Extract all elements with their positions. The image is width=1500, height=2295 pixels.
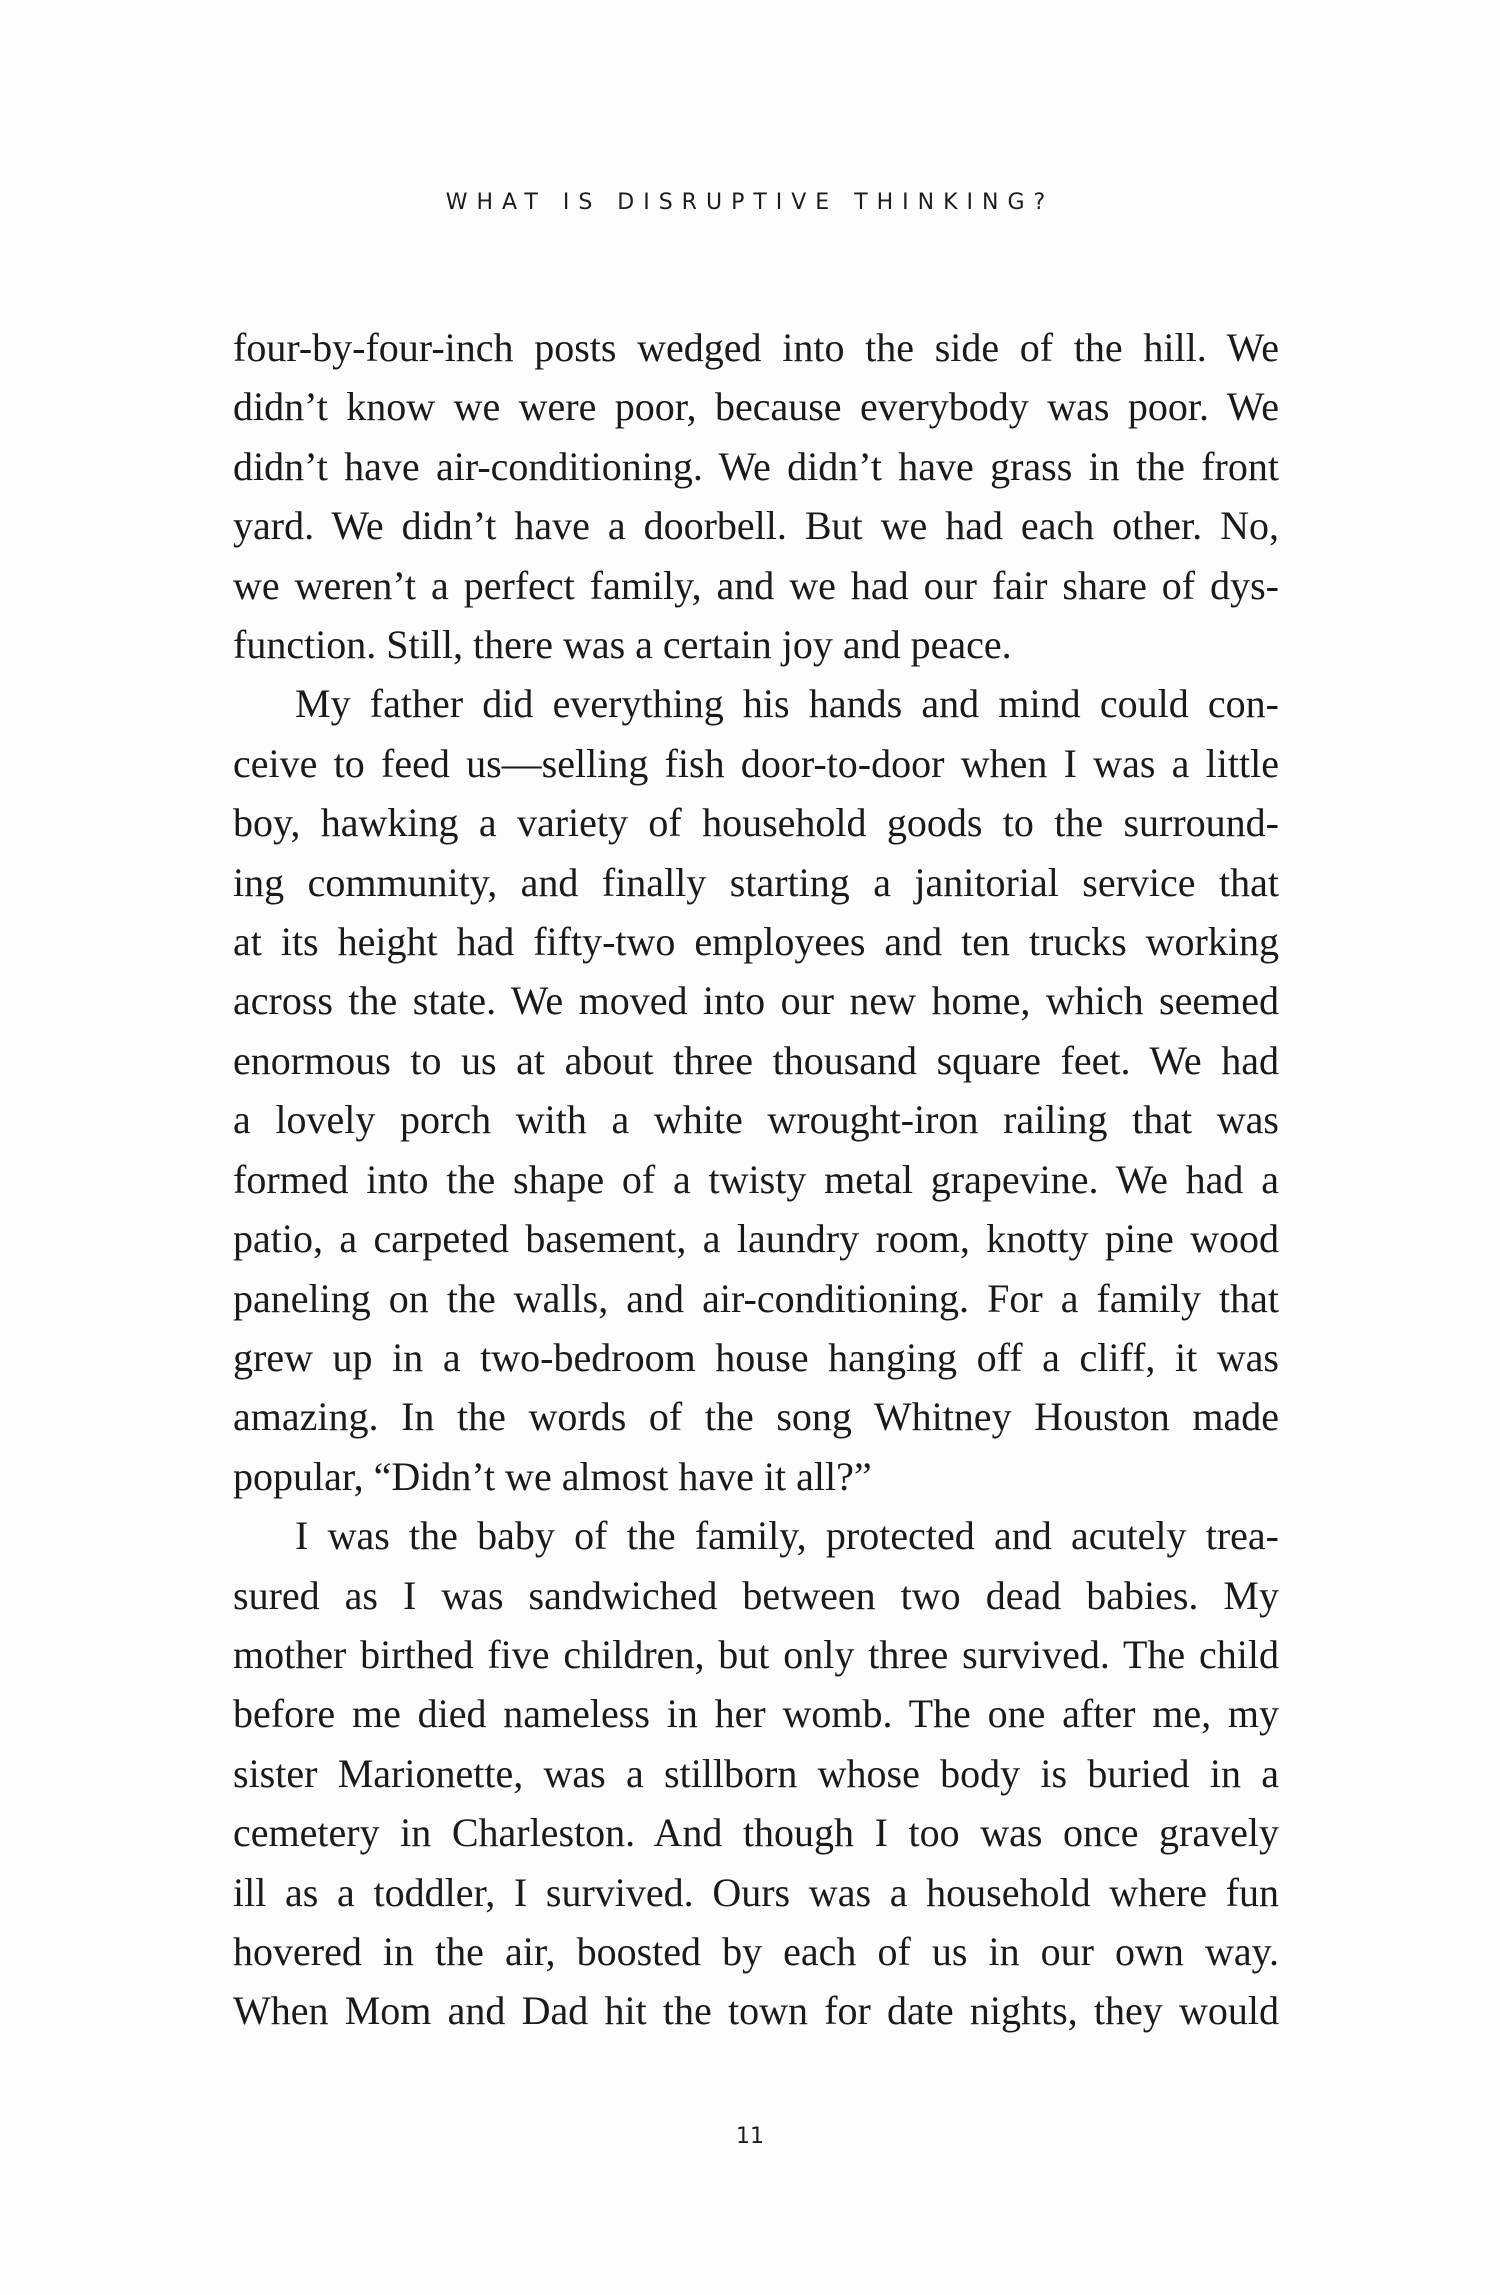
body-text bbox=[233, 318, 1279, 2041]
text-line: paneling on the walls, and air-conditioning. For a family that bbox=[233, 1275, 1279, 1321]
running-head: WHAT IS DISRUPTIVE THINKING? bbox=[445, 190, 1055, 215]
text-line: at its height had fifty-two employees and ten trucks working bbox=[233, 919, 1279, 965]
text-line: When Mom and Dad hit the town for date nights, they would bbox=[233, 1988, 1279, 2034]
text-line: sured as I was sandwiched between two dead babies. My bbox=[233, 1572, 1279, 1618]
text-line: across the state. We moved into our new home, which seemed bbox=[233, 978, 1279, 1024]
text-line: grew up in a two-bedroom house hanging off a cliff, it was bbox=[233, 1334, 1279, 1380]
text-line: didn’t know we were poor, because everybody was poor. We bbox=[233, 384, 1279, 430]
page-number: 11 bbox=[736, 2124, 764, 2149]
text-line: four-by-four-inch posts wedged into the side of the hill. We bbox=[233, 325, 1279, 370]
text-line: before me died nameless in her womb. The one after me, my bbox=[233, 1691, 1279, 1737]
text-line: boy, hawking a variety of household goods to the surround- bbox=[233, 800, 1279, 846]
text-line: we weren’t a perfect family, and we had our fair share of dys- bbox=[233, 562, 1279, 608]
text-line: sister Marionette, was a stillborn whose body is buried in a bbox=[233, 1750, 1279, 1796]
text-line: cemetery in Charleston. And though I too was once gravely bbox=[233, 1810, 1279, 1856]
text-line: popular, “Didn’t we almost have it all?” bbox=[233, 1453, 872, 1499]
text-line: a lovely porch with a white wrought-iron railing that was bbox=[233, 1097, 1279, 1143]
text-line: enormous to us at about three thousand square feet. We had bbox=[233, 1037, 1279, 1083]
text-line: ceive to feed us—selling fish door-to-door when I was a little bbox=[233, 740, 1279, 786]
text-line: mother birthed five children, but only three survived. The child bbox=[233, 1631, 1279, 1677]
text-line: amazing. In the words of the song Whitney Houston made bbox=[233, 1394, 1279, 1440]
text-line: function. Still, there was a certain joy and peace. bbox=[233, 622, 1012, 668]
text-line: yard. We didn’t have a doorbell. But we had each other. No, bbox=[233, 503, 1279, 549]
text-line: hovered in the air, boosted by each of us in our own way. bbox=[233, 1928, 1279, 1974]
text-line: My father did everything his hands and mind could con- bbox=[295, 681, 1279, 727]
text-line: patio, a carpeted basement, a laundry room, knotty pine wood bbox=[233, 1216, 1279, 1262]
text-line: ing community, and finally starting a janitorial service that bbox=[233, 859, 1279, 905]
text-line: I was the baby of the family, protected and acutely trea- bbox=[295, 1513, 1279, 1559]
text-line: didn’t have air-conditioning. We didn’t have grass in the front bbox=[233, 443, 1279, 489]
text-line: ill as a toddler, I survived. Ours was a household where fun bbox=[233, 1869, 1279, 1915]
text-line: formed into the shape of a twisty metal grapevine. We had a bbox=[233, 1156, 1279, 1202]
